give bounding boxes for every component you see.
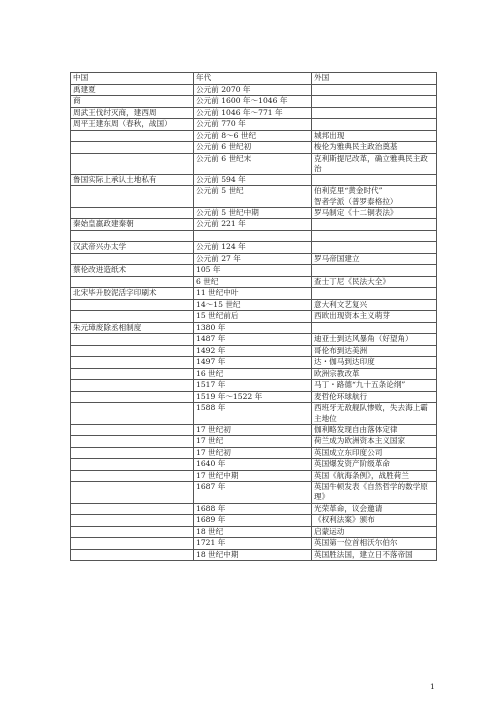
china-event-cell: 秦始皇嬴政建秦朝 xyxy=(71,219,194,231)
year-cell: 公元前 6 世纪初 xyxy=(194,142,312,154)
year-cell: 公元前 27 年 xyxy=(194,253,312,265)
table-row xyxy=(71,515,437,527)
table-row xyxy=(71,311,437,323)
foreign-event-cell: 克利斯提尼改革，确立雅典民主政治 xyxy=(312,153,437,174)
year-cell: 公元前 5 世纪中期 xyxy=(194,207,312,219)
china-event-cell xyxy=(71,153,194,174)
china-event-cell xyxy=(71,391,194,403)
year-cell: 17 世纪初 xyxy=(194,424,312,436)
foreign-event-cell xyxy=(312,107,437,119)
year-cell: 1689 年 xyxy=(194,515,312,527)
foreign-event-cell: 荷兰成为欧洲资本主义国家 xyxy=(312,436,437,448)
table-row xyxy=(71,288,437,300)
foreign-event-cell xyxy=(312,265,437,277)
china-event-cell xyxy=(71,230,194,242)
table-row xyxy=(71,424,437,436)
foreign-event-cell: 《权利法案》颁布 xyxy=(312,515,437,527)
foreign-event-cell xyxy=(312,230,437,242)
table-row xyxy=(71,447,437,459)
foreign-event-cell xyxy=(312,322,437,334)
china-event-cell xyxy=(71,186,194,207)
year-cell: 17 世纪 xyxy=(194,436,312,448)
year-cell: 11 世纪中叶 xyxy=(194,288,312,300)
column-header: 年代 xyxy=(194,73,312,85)
table-row xyxy=(71,253,437,265)
table-row xyxy=(71,96,437,108)
china-event-cell: 商 xyxy=(71,96,194,108)
year-cell: 16 世纪 xyxy=(194,368,312,380)
table-row xyxy=(71,84,437,96)
foreign-event-cell: 梭伦为雅典民主政治奠基 xyxy=(312,142,437,154)
year-cell: 1492 年 xyxy=(194,345,312,357)
table-row xyxy=(71,538,437,550)
china-event-cell xyxy=(71,368,194,380)
foreign-event-cell: 英国牛顿发表《自然哲学的数学原理》 xyxy=(312,482,437,503)
china-event-cell: 周平王建东周（春秋，战国） xyxy=(71,119,194,131)
table-row xyxy=(71,549,437,561)
table-row xyxy=(71,459,437,471)
china-event-cell xyxy=(71,526,194,538)
table-row xyxy=(71,119,437,131)
china-event-cell xyxy=(71,447,194,459)
year-cell: 1588 年 xyxy=(194,403,312,424)
table-row xyxy=(71,391,437,403)
year-cell: 公元前 221 年 xyxy=(194,219,312,231)
china-event-cell xyxy=(71,334,194,346)
table-row xyxy=(71,368,437,380)
table-row xyxy=(71,322,437,334)
table-row xyxy=(71,242,437,254)
table-body xyxy=(71,73,437,561)
table-row xyxy=(71,153,437,174)
year-cell: 17 世纪中期 xyxy=(194,470,312,482)
china-event-cell xyxy=(71,515,194,527)
foreign-event-cell xyxy=(312,174,437,186)
table-row xyxy=(71,299,437,311)
year-cell: 1687 年 xyxy=(194,482,312,503)
year-cell: 公元前 770 年 xyxy=(194,119,312,131)
year-cell: 105 年 xyxy=(194,265,312,277)
china-event-cell: 朱元璋废除丞相制度 xyxy=(71,322,194,334)
china-event-cell: 汉武帝兴办太学 xyxy=(71,242,194,254)
year-cell: 1497 年 xyxy=(194,357,312,369)
table-row xyxy=(71,142,437,154)
foreign-event-cell: 启蒙运动 xyxy=(312,526,437,538)
year-cell: 15 世纪前后 xyxy=(194,311,312,323)
year-cell: 公元前 6 世纪末 xyxy=(194,153,312,174)
foreign-event-cell: 英国成立东印度公司 xyxy=(312,447,437,459)
table-row xyxy=(71,130,437,142)
table-row xyxy=(71,345,437,357)
table-row xyxy=(71,403,437,424)
foreign-event-cell: 欧洲宗教改革 xyxy=(312,368,437,380)
china-event-cell xyxy=(71,130,194,142)
foreign-event-cell: 英国第一位首相沃尔伯尔 xyxy=(312,538,437,550)
year-cell: 1688 年 xyxy=(194,503,312,515)
year-cell: 公元前 5 世纪 xyxy=(194,186,312,207)
china-event-cell: 周武王伐纣灭商，建西周 xyxy=(71,107,194,119)
year-cell: 14～15 世纪 xyxy=(194,299,312,311)
table-row xyxy=(71,334,437,346)
table-row xyxy=(71,357,437,369)
foreign-event-cell: 伽利略发现自由落体定律 xyxy=(312,424,437,436)
page-number: 1 xyxy=(430,682,435,691)
china-event-cell xyxy=(71,207,194,219)
foreign-event-cell: 罗马制定《十二铜表法》 xyxy=(312,207,437,219)
table-row xyxy=(71,276,437,288)
foreign-event-cell: 城邦出现 xyxy=(312,130,437,142)
china-event-cell: 鲁国实际上承认土地私有 xyxy=(71,174,194,186)
china-event-cell xyxy=(71,436,194,448)
china-event-cell xyxy=(71,142,194,154)
year-cell: 公元前 1600 年～1046 年 xyxy=(194,96,312,108)
table-row xyxy=(71,230,437,242)
foreign-event-cell: 罗马帝国建立 xyxy=(312,253,437,265)
china-event-cell xyxy=(71,276,194,288)
table-row xyxy=(71,107,437,119)
china-event-cell xyxy=(71,357,194,369)
china-event-cell xyxy=(71,403,194,424)
china-event-cell: 北宋毕升胶泥活字印刷术 xyxy=(71,288,194,300)
foreign-event-cell: 达・伽马到达印度 xyxy=(312,357,437,369)
china-event-cell xyxy=(71,380,194,392)
china-event-cell xyxy=(71,299,194,311)
china-event-cell xyxy=(71,253,194,265)
year-cell: 1380 年 xyxy=(194,322,312,334)
foreign-event-cell xyxy=(312,84,437,96)
year-cell: 公元前 1046 年～771 年 xyxy=(194,107,312,119)
foreign-event-cell: 马丁・路德“九十五条论纲” xyxy=(312,380,437,392)
table-header-row xyxy=(71,73,437,85)
year-cell: 公元前 594 年 xyxy=(194,174,312,186)
foreign-event-cell: 迪亚士到达风暴角（好望角） xyxy=(312,334,437,346)
year-cell: 公元前 8～6 世纪 xyxy=(194,130,312,142)
china-event-cell xyxy=(71,470,194,482)
table-row xyxy=(71,482,437,503)
table-row xyxy=(71,219,437,231)
china-event-cell xyxy=(71,311,194,323)
year-cell: 1517 年 xyxy=(194,380,312,392)
china-event-cell xyxy=(71,459,194,471)
year-cell xyxy=(194,230,312,242)
table-row xyxy=(71,503,437,515)
china-event-cell xyxy=(71,482,194,503)
year-cell: 18 世纪中期 xyxy=(194,549,312,561)
year-cell: 1487 年 xyxy=(194,334,312,346)
table-row xyxy=(71,265,437,277)
table-row xyxy=(71,436,437,448)
table-row xyxy=(71,186,437,207)
column-header: 外国 xyxy=(312,73,437,85)
foreign-event-cell xyxy=(312,219,437,231)
foreign-event-cell: 光荣革命，议会邀请 xyxy=(312,503,437,515)
year-cell: 17 世纪初 xyxy=(194,447,312,459)
foreign-event-cell: 哥伦布到达美洲 xyxy=(312,345,437,357)
year-cell: 6 世纪 xyxy=(194,276,312,288)
china-event-cell xyxy=(71,345,194,357)
history-timeline-table xyxy=(70,72,437,561)
china-event-cell xyxy=(71,503,194,515)
year-cell: 18 世纪 xyxy=(194,526,312,538)
table-row xyxy=(71,174,437,186)
foreign-event-cell: 英国胜法国，建立日不落帝国 xyxy=(312,549,437,561)
china-event-cell: 禹建夏 xyxy=(71,84,194,96)
foreign-event-cell: 英国爆发资产阶级革命 xyxy=(312,459,437,471)
year-cell: 1519 年～1522 年 xyxy=(194,391,312,403)
year-cell: 公元前 2070 年 xyxy=(194,84,312,96)
year-cell: 公元前 124 年 xyxy=(194,242,312,254)
china-event-cell xyxy=(71,424,194,436)
table-row xyxy=(71,470,437,482)
foreign-event-cell xyxy=(312,288,437,300)
table-row xyxy=(71,380,437,392)
foreign-event-cell: 麦哲伦环球航行 xyxy=(312,391,437,403)
foreign-event-cell: 意大利文艺复兴 xyxy=(312,299,437,311)
foreign-event-cell: 西欧出现资本主义萌芽 xyxy=(312,311,437,323)
table-row xyxy=(71,526,437,538)
table-row xyxy=(71,207,437,219)
column-header: 中国 xyxy=(71,73,194,85)
year-cell: 1721 年 xyxy=(194,538,312,550)
china-event-cell xyxy=(71,538,194,550)
china-event-cell xyxy=(71,549,194,561)
foreign-event-cell: 西班牙无敌舰队惨败，失去海上霸主地位 xyxy=(312,403,437,424)
year-cell: 1640 年 xyxy=(194,459,312,471)
foreign-event-cell xyxy=(312,96,437,108)
foreign-event-cell: 英国《航海条例》，战胜荷兰 xyxy=(312,470,437,482)
foreign-event-cell: 伯利克里“黄金时代” 智者学派（普罗泰格拉） xyxy=(312,186,437,207)
foreign-event-cell xyxy=(312,119,437,131)
china-event-cell: 蔡伦改进造纸术 xyxy=(71,265,194,277)
foreign-event-cell: 查士丁尼《民法大全》 xyxy=(312,276,437,288)
foreign-event-cell xyxy=(312,242,437,254)
